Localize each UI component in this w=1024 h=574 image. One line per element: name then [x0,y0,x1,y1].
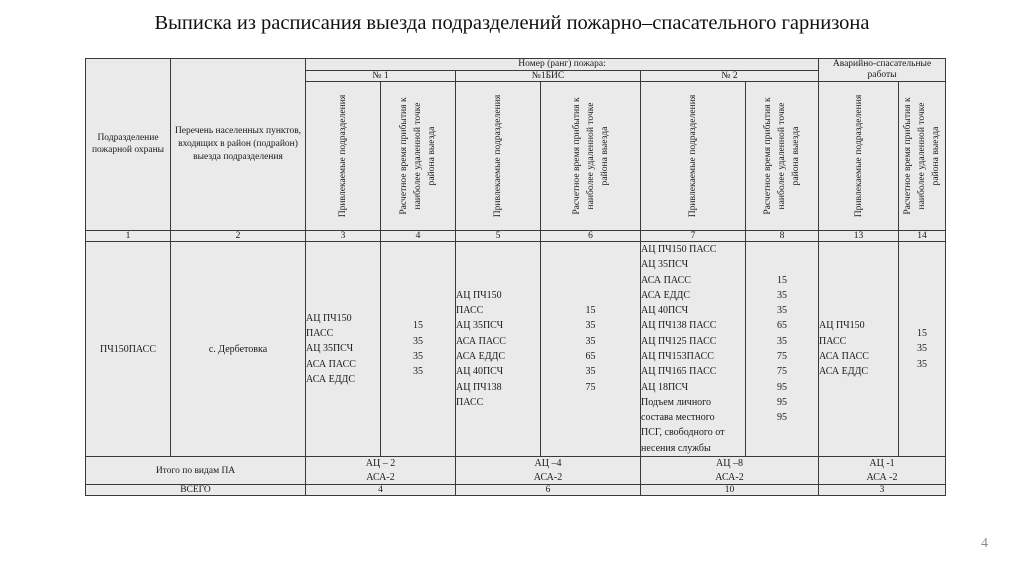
header-rank-1: № 1 [306,70,456,81]
list-item: АСА ПАСС [819,351,869,362]
list-item: АЦ ПЧ150 [819,320,865,332]
rescue-times-list [899,326,945,372]
header-rescue-time [899,81,946,230]
list-item: АЦ -1 [869,458,895,470]
colnum-14: 14 [899,230,946,241]
page-title: Выписка из расписания выезда подразделений пожарно–спасательного гарнизона [154,12,870,34]
header-rank2-time [746,81,819,230]
list-item: 35 [917,343,928,355]
summary-label: Итого по видам ПА [86,457,306,485]
total-rank1: 4 [306,485,456,496]
header-rank-1bis: №1БИС [456,70,641,81]
list-item: 35 [413,335,423,347]
list-item: АЦ 40ПСЧ [456,366,504,378]
header-rank-2: № 2 [641,70,819,81]
list-item: АЦ – 2 [365,458,396,470]
list-item: 35 [777,335,787,347]
header-rank1-time-label: Расчетное время прибытия к наиболее удаленной точке района выезда [398,97,437,215]
list-item: 15 [413,320,423,332]
header-rescue-group: Аварийно-спасательные работы [819,59,946,82]
summary-row [86,457,946,485]
list-item: ПАСС [306,328,334,340]
rank1-times-list [381,318,455,379]
cell-rank1-units [306,241,381,456]
header-rank1-units-label: Привлекаемые подразделения [337,94,349,218]
colnum-3: 3 [306,230,381,241]
summary-rank2 [641,457,819,485]
list-item: АСА-2 [715,471,744,483]
cell-rank1-times [381,241,456,456]
list-item: АЦ ПЧ153ПАСС [641,351,714,362]
list-item: АЦ ПЧ150 ПАСС [641,243,717,255]
total-rescue: 3 [819,485,946,496]
list-item: ПСГ, свободного от [641,427,725,439]
cell-rescue-times [899,241,946,456]
list-item: АСА ЕДДС [819,366,869,378]
list-item: АЦ –8 [716,458,743,470]
list-item: АЦ 40ПСЧ [641,305,689,317]
total-row [86,485,946,496]
cell-rank1bis-times [541,241,641,456]
colnum-7: 7 [641,230,746,241]
list-item: АЦ ПЧ165 ПАСС [641,366,717,378]
header-rescue-time-label: Расчетное время прибытия к наиболее удаленной точке района выезда [902,97,941,215]
rank1bis-times-list [541,303,640,395]
colnum-2: 2 [171,230,306,241]
cell-unit: ПЧ150ПАСС [86,241,171,456]
colnum-1: 1 [86,230,171,241]
header-rank1-time [381,81,456,230]
list-item: АЦ 35ПСЧ [306,343,354,355]
summary-rank1 [306,457,456,485]
list-item: 35 [917,358,928,370]
header-unit: Подразделение пожарной охраны [86,59,171,231]
list-item: 35 [413,366,423,378]
list-item: АЦ ПЧ150 [456,289,502,301]
header-rank2-units [641,81,746,230]
list-item: АЦ –4 [534,458,562,470]
list-item: АЦ ПЧ138 ПАСС [641,320,717,332]
list-item: 95 [777,396,787,408]
header-settlements: Перечень населенных пунктов, входящих в район (подрайон) выезда подразделения [171,59,306,231]
list-item: 75 [585,381,596,393]
list-item: АЦ 35ПСЧ [456,320,504,332]
list-item: 15 [917,328,928,340]
header-rank2-time-label: Расчетное время прибытия к наиболее удаленной точке района выезда [762,97,801,215]
header-row-groups [86,59,946,71]
list-item: Подъем личного [641,396,712,408]
list-item: ПАСС [456,396,484,408]
list-item: 65 [777,320,787,332]
header-fire-rank-group: Номер (ранг) пожара: [306,59,819,71]
total-rank1bis: 6 [456,485,641,496]
summary-rescue [819,457,946,485]
list-item: ПАСС [819,335,847,347]
rank1bis-units-list [456,288,540,410]
colnum-4: 4 [381,230,456,241]
cell-rank2-times [746,241,819,456]
header-rescue-units-label: Привлекаемые подразделения [852,94,864,218]
header-rank1bis-time-label: Расчетное время прибытия к наиболее удаленной точке района выезда [570,97,610,215]
schedule-table-container [85,58,945,496]
colnum-5: 5 [456,230,541,241]
list-item: 35 [585,320,596,332]
summary-rank1bis [456,457,641,485]
list-item: АСА ПАСС [456,335,506,347]
rank1-units-list [306,311,380,387]
summary-rank2-list [641,457,818,484]
list-item: АСА ЕДДС [306,373,356,385]
table-row [86,241,946,456]
column-number-row [86,230,946,241]
list-item: 35 [585,366,596,378]
list-item: АЦ ПЧ125 ПАСС [641,335,717,347]
colnum-13: 13 [819,230,899,241]
list-item: 35 [585,335,596,347]
list-item: 75 [777,351,787,362]
colnum-8: 8 [746,230,819,241]
list-item: 95 [777,412,787,424]
page-number: 4 [981,536,988,551]
list-item: АЦ ПЧ150 [306,312,352,324]
list-item: АСА ЕДДС [641,289,691,301]
schedule-table [85,58,946,496]
list-item: 15 [777,274,787,286]
total-label: ВСЕГО [86,485,306,496]
list-item: АЦ 35ПСЧ [641,259,689,271]
summary-rescue-list [819,457,945,484]
header-rank1bis-units-label: Привлекаемые подразделения [492,94,504,218]
cell-rank2-units [641,241,746,456]
header-rank1bis-units [456,81,541,230]
rank2-units-list [641,242,745,456]
list-item: 15 [585,305,596,317]
list-item: АСА -2 [866,471,898,483]
colnum-6: 6 [541,230,641,241]
header-rank2-units-label: Привлекаемые подразделения [687,94,699,218]
cell-rescue-units [819,241,899,456]
list-item: ПАСС [456,305,484,317]
list-item: АСА-2 [533,471,563,483]
list-item: АСА ЕДДС [456,351,506,362]
list-item: 75 [777,366,787,378]
header-rank1bis-time [541,81,641,230]
header-rescue-units [819,81,899,230]
list-item: 65 [585,351,596,362]
list-item: АЦ ПЧ138 [456,381,502,393]
list-item: АЦ 18ПСЧ [641,381,689,393]
summary-rank1-list [306,457,455,484]
list-item: состава местного [641,412,715,424]
list-item: АСА ПАСС [306,358,356,370]
list-item: несения службы [641,442,711,454]
total-rank2: 10 [641,485,819,496]
rank2-times-list [746,273,818,426]
cell-settlements: с. Дербетовка [171,241,306,456]
list-item: 35 [777,289,787,301]
list-item: 95 [777,381,787,393]
rescue-units-list [819,318,898,379]
header-rank1-units [306,81,381,230]
summary-rank1bis-list [456,457,640,484]
list-item: АСА ПАСС [641,274,691,286]
cell-rank1bis-units [456,241,541,456]
list-item: АСА-2 [366,471,395,483]
list-item: 35 [777,305,787,317]
list-item: 35 [413,351,423,362]
